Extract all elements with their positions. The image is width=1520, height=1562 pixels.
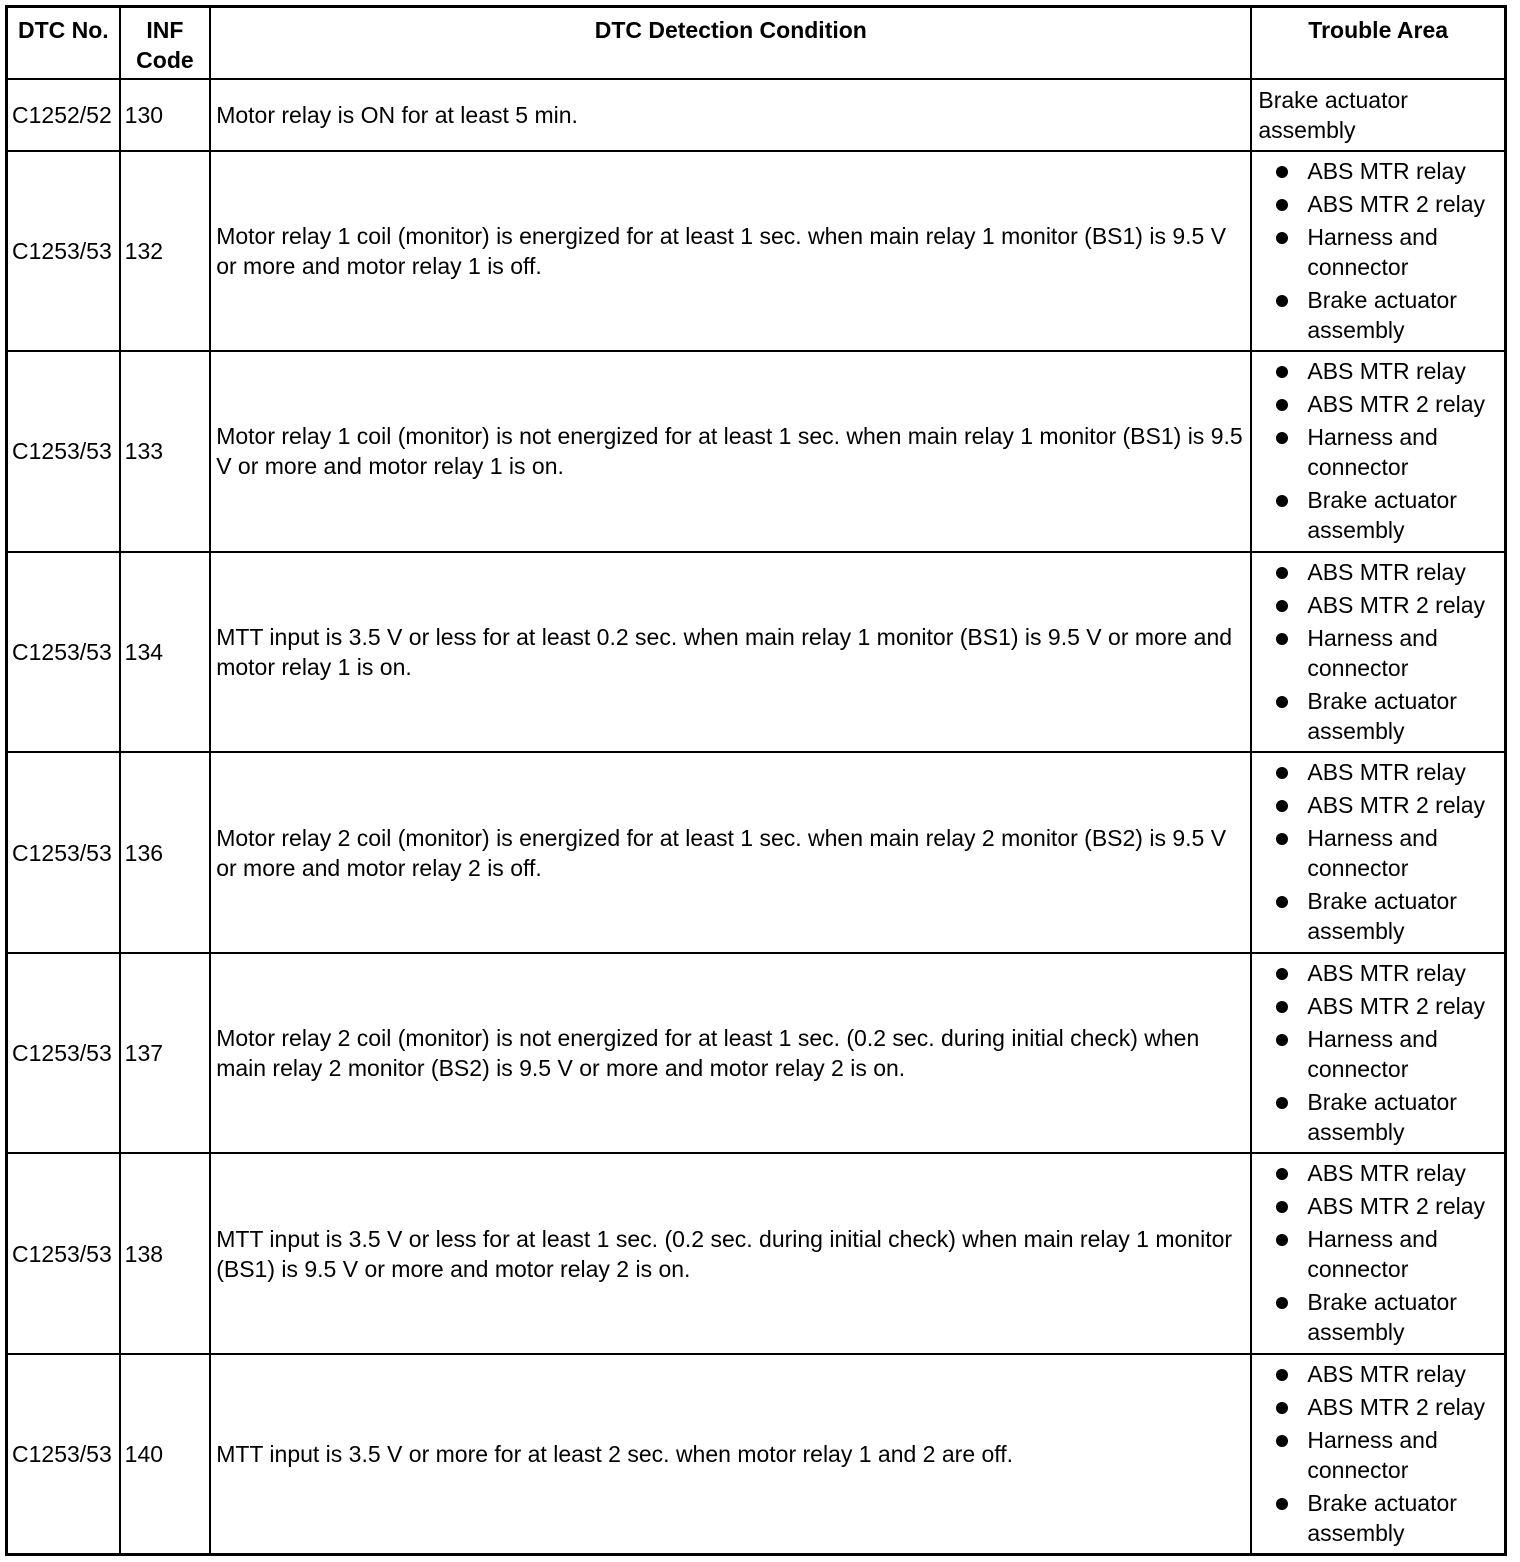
inf-code-cell: 134 <box>120 552 211 753</box>
trouble-area-item <box>1258 1158 1498 1188</box>
dtc-number-cell: C1253/53 <box>7 1354 120 1555</box>
bullet-icon <box>1276 600 1288 612</box>
dtc-number-cell: C1253/53 <box>7 151 120 352</box>
trouble-area-item <box>1258 422 1498 482</box>
trouble-area-text: Harness and connector <box>1307 624 1438 681</box>
bullet-icon <box>1276 1034 1288 1046</box>
header-trouble-area: Trouble Area <box>1251 7 1505 79</box>
trouble-area-item <box>1258 1024 1498 1084</box>
detection-condition-cell: Motor relay 2 coil (monitor) is energized for at least 1 sec. when main relay 2 monitor (BS2) is 9.5 V or more and motor relay 2 is off. <box>210 752 1251 953</box>
dtc-number-cell: C1253/53 <box>7 351 120 552</box>
table-body <box>7 79 1506 1555</box>
trouble-area-cell <box>1251 552 1505 753</box>
bullet-icon <box>1276 833 1288 845</box>
trouble-area-item <box>1258 1087 1498 1147</box>
trouble-area-list <box>1258 156 1498 345</box>
trouble-area-item <box>1258 757 1498 787</box>
bullet-icon <box>1276 767 1288 779</box>
bullet-icon <box>1276 1097 1288 1109</box>
trouble-area-cell: Brake actuator assembly <box>1251 79 1505 151</box>
trouble-area-text: Harness and connector <box>1307 1426 1438 1483</box>
bullet-icon <box>1276 1369 1288 1381</box>
bullet-icon <box>1276 199 1288 211</box>
bullet-icon <box>1276 968 1288 980</box>
trouble-area-item <box>1258 958 1498 988</box>
inf-code-cell: 133 <box>120 351 211 552</box>
trouble-area-cell <box>1251 151 1505 352</box>
trouble-area-text: Harness and connector <box>1307 1025 1438 1082</box>
bullet-icon <box>1276 696 1288 708</box>
dtc-number-cell: C1253/53 <box>7 1153 120 1354</box>
table-row <box>7 351 1506 552</box>
detection-condition-cell: Motor relay 1 coil (monitor) is energized for at least 1 sec. when main relay 1 monitor (BS1) is 9.5 V or more and motor relay 1 is off. <box>210 151 1251 352</box>
detection-condition-cell: MTT input is 3.5 V or more for at least 2 sec. when motor relay 1 and 2 are off. <box>210 1354 1251 1555</box>
dtc-number-cell: C1253/53 <box>7 552 120 753</box>
trouble-area-item <box>1258 886 1498 946</box>
bullet-icon <box>1276 366 1288 378</box>
header-inf-code <box>120 7 211 79</box>
dtc-number-cell: C1252/52 <box>7 79 120 151</box>
trouble-area-text: Harness and connector <box>1307 1226 1438 1283</box>
trouble-area-text: Brake actuator assembly <box>1307 888 1457 945</box>
trouble-area-cell <box>1251 351 1505 552</box>
header-dtc-no: DTC No. <box>7 7 120 79</box>
header-inf-code-line2: Code <box>136 47 194 73</box>
bullet-icon <box>1276 1435 1288 1447</box>
dtc-number-cell: C1253/53 <box>7 953 120 1154</box>
bullet-icon <box>1276 1297 1288 1309</box>
inf-code-cell: 140 <box>120 1354 211 1555</box>
trouble-area-item <box>1258 1488 1498 1548</box>
trouble-area-text: Brake actuator assembly <box>1307 487 1457 544</box>
table-row <box>7 953 1506 1154</box>
header-detection-condition: DTC Detection Condition <box>210 7 1251 79</box>
bullet-icon <box>1276 1201 1288 1213</box>
trouble-area-text: ABS MTR relay <box>1307 157 1466 184</box>
trouble-area-item <box>1258 686 1498 746</box>
trouble-area-text: ABS MTR 2 relay <box>1307 992 1486 1019</box>
trouble-area-item <box>1258 1287 1498 1347</box>
bullet-icon <box>1276 399 1288 411</box>
trouble-area-item <box>1258 389 1498 419</box>
trouble-area-text: ABS MTR 2 relay <box>1307 792 1486 819</box>
bullet-icon <box>1276 1168 1288 1180</box>
trouble-area-list <box>1258 557 1498 746</box>
trouble-area-cell <box>1251 953 1505 1154</box>
table-row <box>7 552 1506 753</box>
table-row <box>7 79 1506 151</box>
trouble-area-text: Brake actuator assembly <box>1307 687 1457 744</box>
trouble-area-text: Brake actuator assembly <box>1307 1088 1457 1145</box>
trouble-area-item <box>1258 557 1498 587</box>
table-row <box>7 752 1506 953</box>
trouble-area-cell <box>1251 1354 1505 1555</box>
trouble-area-item <box>1258 1224 1498 1284</box>
trouble-area-item <box>1258 1191 1498 1221</box>
table-row <box>7 1153 1506 1354</box>
trouble-area-text: ABS MTR 2 relay <box>1307 1393 1486 1420</box>
table-row <box>7 151 1506 352</box>
bullet-icon <box>1276 166 1288 178</box>
bullet-icon <box>1276 567 1288 579</box>
trouble-area-text: Brake actuator assembly <box>1307 1489 1457 1546</box>
trouble-area-list <box>1258 1359 1498 1548</box>
bullet-icon <box>1276 1001 1288 1013</box>
bullet-icon <box>1276 896 1288 908</box>
trouble-area-item <box>1258 991 1498 1021</box>
trouble-area-text: Harness and connector <box>1307 825 1438 882</box>
trouble-area-text: ABS MTR relay <box>1307 358 1466 385</box>
inf-code-cell: 130 <box>120 79 211 151</box>
bullet-icon <box>1276 1402 1288 1414</box>
inf-code-cell: 138 <box>120 1153 211 1354</box>
trouble-area-text: ABS MTR relay <box>1307 1160 1466 1187</box>
bullet-icon <box>1276 295 1288 307</box>
trouble-area-text: Brake actuator assembly <box>1307 1289 1457 1346</box>
trouble-area-text: Brake actuator assembly <box>1307 286 1457 343</box>
trouble-area-item <box>1258 356 1498 386</box>
trouble-area-item <box>1258 156 1498 186</box>
trouble-area-text: ABS MTR relay <box>1307 558 1466 585</box>
trouble-area-item <box>1258 1425 1498 1485</box>
inf-code-cell: 136 <box>120 752 211 953</box>
trouble-area-item <box>1258 790 1498 820</box>
trouble-area-text: Harness and connector <box>1307 223 1438 280</box>
trouble-area-item <box>1258 485 1498 545</box>
trouble-area-list <box>1258 1158 1498 1347</box>
dtc-number-cell: C1253/53 <box>7 752 120 953</box>
trouble-area-list <box>1258 958 1498 1147</box>
trouble-area-item <box>1258 590 1498 620</box>
trouble-area-text: ABS MTR 2 relay <box>1307 591 1486 618</box>
trouble-area-text: ABS MTR 2 relay <box>1307 391 1486 418</box>
bullet-icon <box>1276 800 1288 812</box>
trouble-area-item <box>1258 623 1498 683</box>
bullet-icon <box>1276 1234 1288 1246</box>
trouble-area-text: ABS MTR relay <box>1307 959 1466 986</box>
trouble-area-item <box>1258 189 1498 219</box>
detection-condition-cell: MTT input is 3.5 V or less for at least 1 sec. (0.2 sec. during initial check) when main relay 1 monitor (BS1) is 9.5 V or more and motor relay 2 is on. <box>210 1153 1251 1354</box>
trouble-area-text: ABS MTR 2 relay <box>1307 1193 1486 1220</box>
detection-condition-cell: Motor relay 1 coil (monitor) is not energized for at least 1 sec. when main relay 1 monitor (BS1) is 9.5 V or more and motor relay 1 is on. <box>210 351 1251 552</box>
bullet-icon <box>1276 495 1288 507</box>
trouble-area-item <box>1258 1359 1498 1389</box>
trouble-area-item <box>1258 222 1498 282</box>
trouble-area-cell <box>1251 752 1505 953</box>
header-inf-code-line1: INF <box>146 17 184 43</box>
trouble-area-list <box>1258 757 1498 946</box>
table-header-row <box>7 7 1506 79</box>
detection-condition-cell: MTT input is 3.5 V or less for at least 0.2 sec. when main relay 1 monitor (BS1) is 9.5 V or more and motor relay 1 is on. <box>210 552 1251 753</box>
inf-code-cell: 137 <box>120 953 211 1154</box>
trouble-area-text: ABS MTR relay <box>1307 759 1466 786</box>
trouble-area-cell <box>1251 1153 1505 1354</box>
bullet-icon <box>1276 232 1288 244</box>
detection-condition-cell: Motor relay 2 coil (monitor) is not energized for at least 1 sec. (0.2 sec. during initial check) when main relay 2 monitor (BS2) is 9.5 V or more and motor relay 2 is on. <box>210 953 1251 1154</box>
trouble-area-item <box>1258 1392 1498 1422</box>
bullet-icon <box>1276 633 1288 645</box>
trouble-area-list <box>1258 356 1498 545</box>
table-row <box>7 1354 1506 1555</box>
detection-condition-cell: Motor relay is ON for at least 5 min. <box>210 79 1251 151</box>
bullet-icon <box>1276 432 1288 444</box>
trouble-area-text: ABS MTR relay <box>1307 1360 1466 1387</box>
inf-code-cell: 132 <box>120 151 211 352</box>
dtc-table <box>5 5 1507 1556</box>
bullet-icon <box>1276 1498 1288 1510</box>
trouble-area-item <box>1258 823 1498 883</box>
trouble-area-text: ABS MTR 2 relay <box>1307 190 1486 217</box>
trouble-area-text: Harness and connector <box>1307 424 1438 481</box>
trouble-area-item <box>1258 285 1498 345</box>
